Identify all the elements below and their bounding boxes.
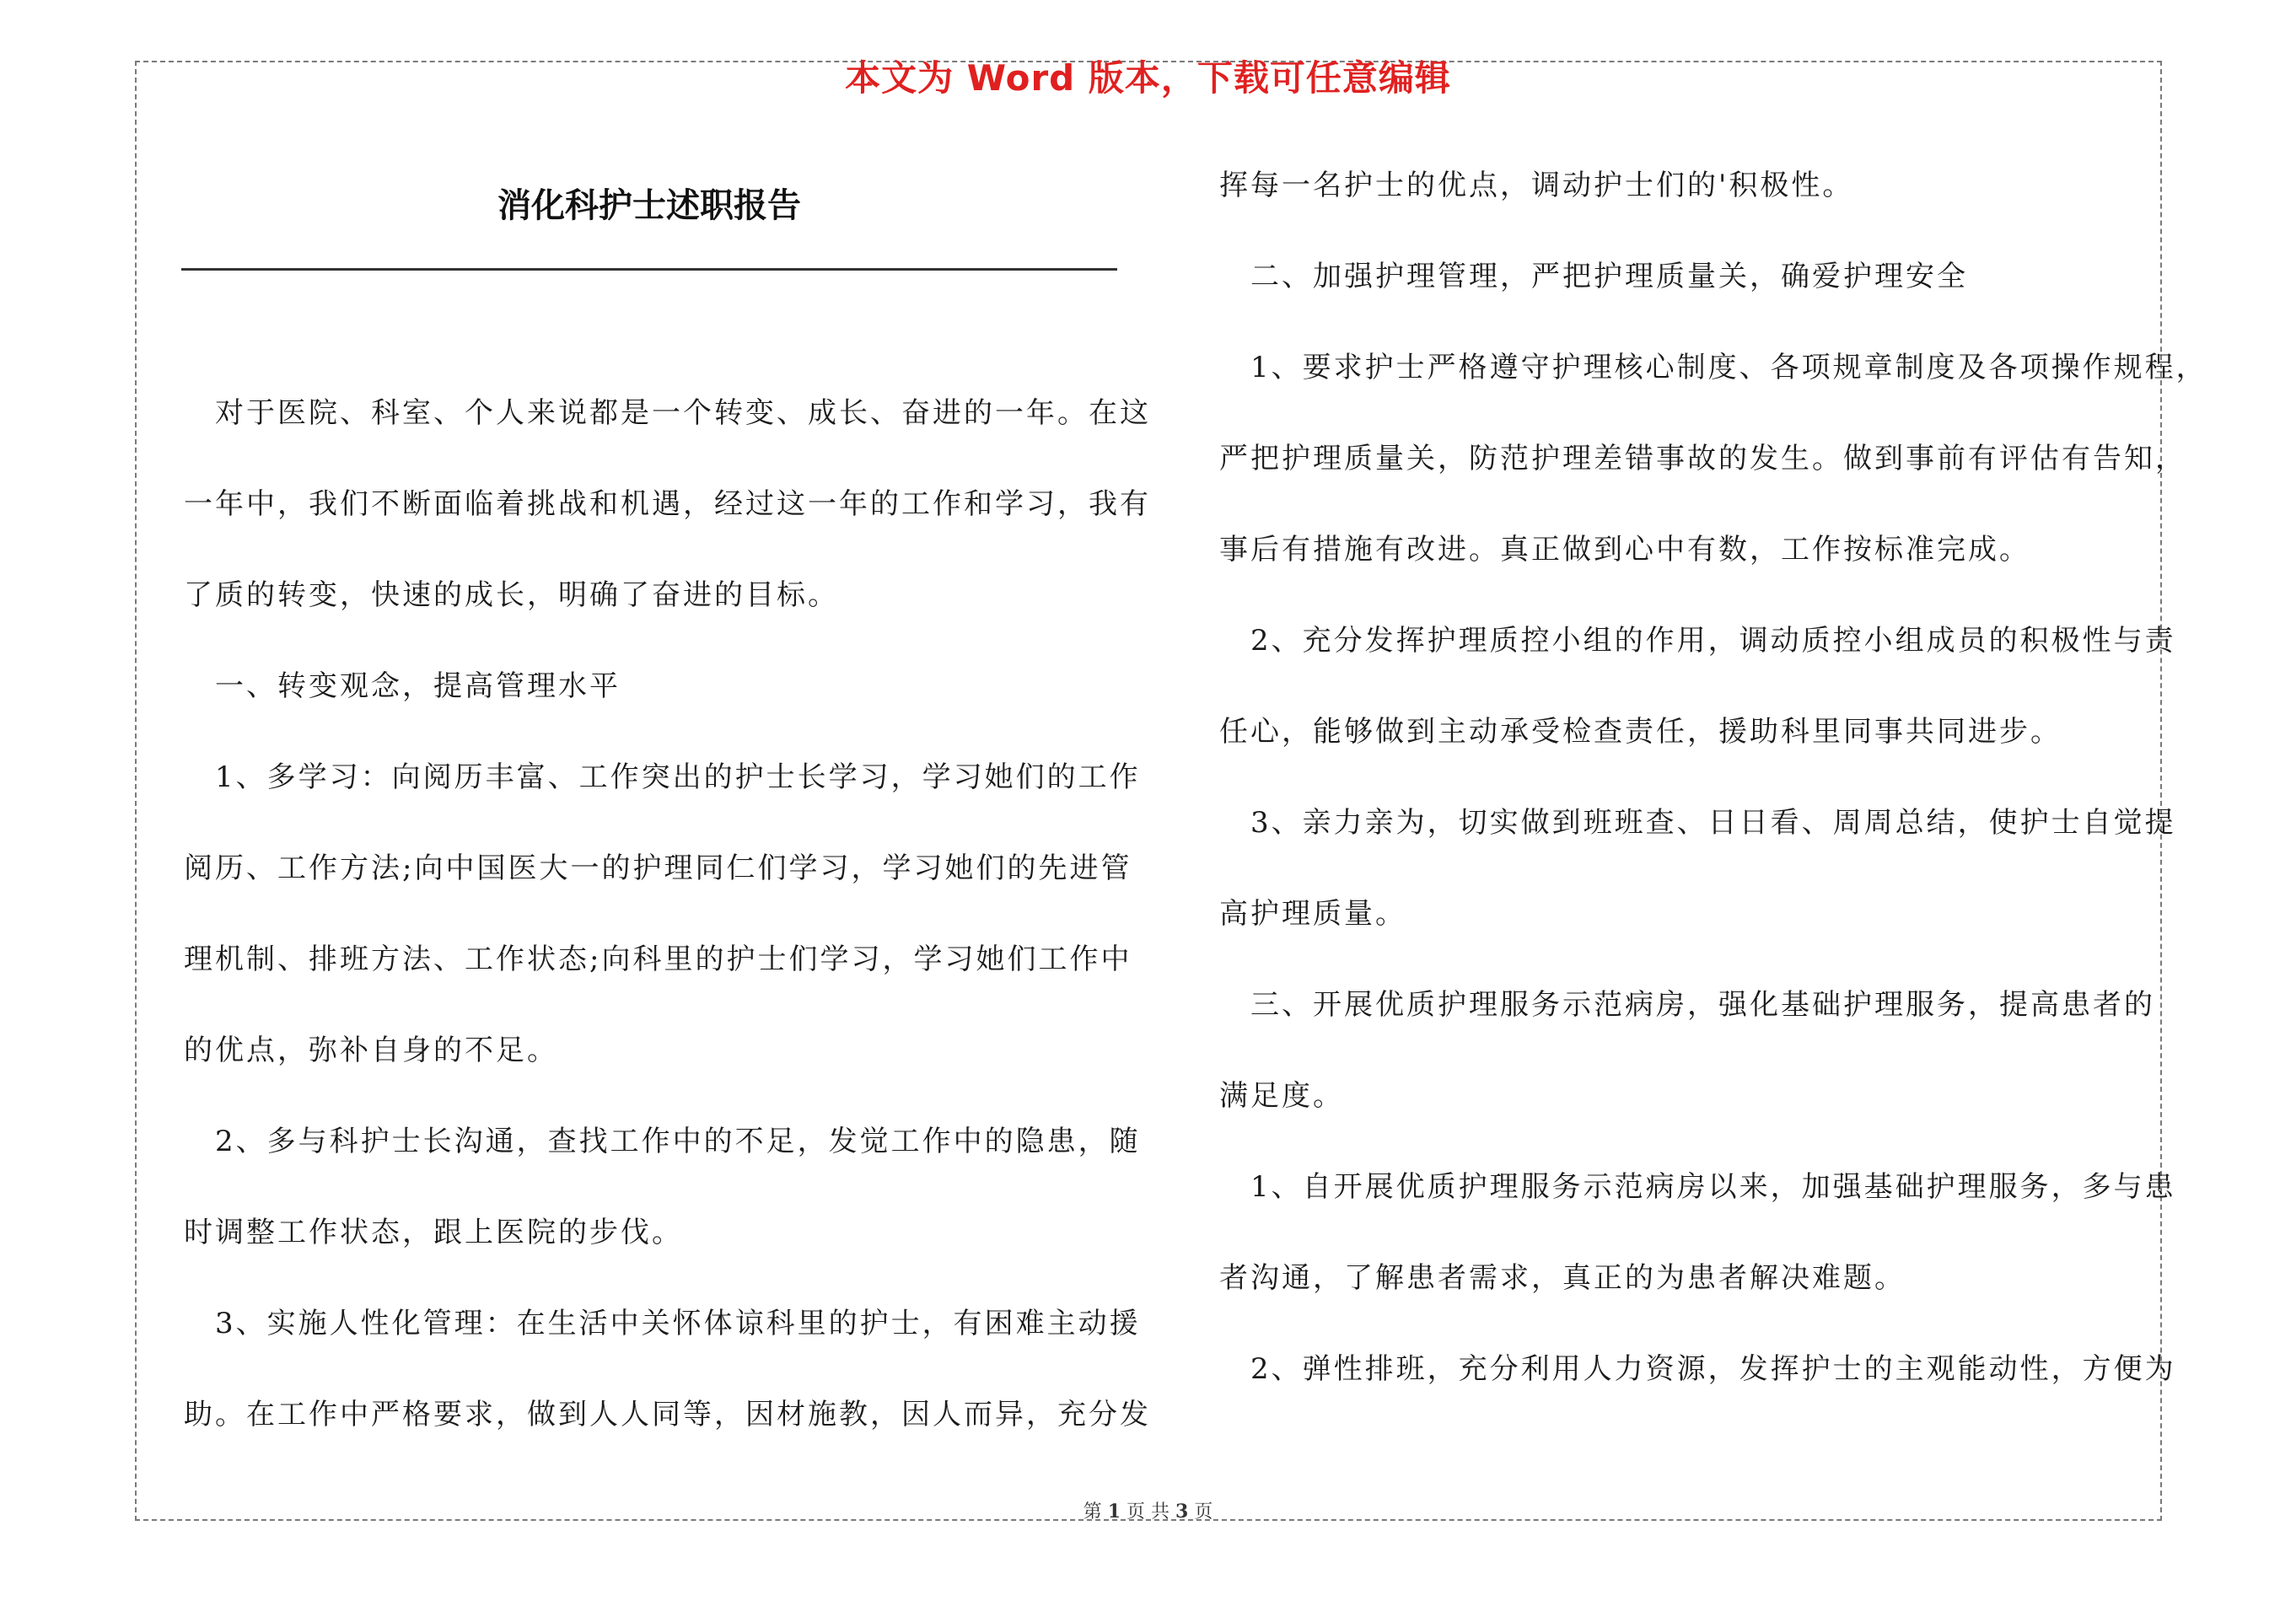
section-heading: 一、转变观念，提高管理水平 <box>184 669 621 703</box>
document-title: 消化科护士述职报告 <box>497 185 801 225</box>
text-line: 任心，能够做到主动承受检查责任，援助科里同事共同进步。 <box>1219 715 2062 749</box>
text-line: 1、多学习：向阅历丰富、工作突出的护士长学习，学习她们的工作 <box>184 760 1141 794</box>
text-line: 者沟通，了解患者需求，真正的为患者解决难题。 <box>1219 1261 1906 1295</box>
text-line: 了质的转变，快速的成长，明确了奋进的目标。 <box>184 578 839 612</box>
text-line: 1、要求护士严格遵守护理核心制度、各项规章制度及各项操作规程， <box>1219 351 2207 384</box>
text-line: 3、亲力亲为，切实做到班班查、日日看、周周总结，使护士自觉提 <box>1219 806 2176 840</box>
total-pages-number: 3 <box>1175 1501 1189 1523</box>
text-line: 的优点，弥补自身的不足。 <box>184 1034 558 1067</box>
text-line: 阅历、工作方法;向中国医大一的护理同仁们学习，学习她们的先进管 <box>184 851 1132 885</box>
text-line: 2、弹性排班，充分利用人力资源，发挥护士的主观能动性，方便为 <box>1219 1352 2176 1386</box>
text-line: 3、实施人性化管理：在生活中关怀体谅科里的护士，有困难主动援 <box>184 1307 1141 1340</box>
text-line: 一年中，我们不断面临着挑战和机遇，经过这一年的工作和学习，我有 <box>184 487 1151 521</box>
footer-middle: 页 共 <box>1126 1501 1170 1523</box>
text-line: 2、多与科护士长沟通，查找工作中的不足，发觉工作中的隐患，随 <box>184 1125 1141 1158</box>
right-text-column <box>1219 140 2207 1415</box>
section-heading: 二、加强护理管理，严把护理质量关，确爱护理安全 <box>1219 260 1968 293</box>
text-line: 严把护理质量关，防范护理差错事故的发生。做到事前有评估有告知， <box>1219 442 2186 475</box>
left-text-column <box>184 368 1151 1460</box>
current-page-number: 1 <box>1107 1501 1121 1523</box>
text-line: 对于医院、科室、个人来说都是一个转变、成长、奋进的一年。在这 <box>184 396 1151 430</box>
text-line: 助。在工作中严格要求，做到人人同等，因材施教，因人而异，充分发 <box>184 1398 1151 1431</box>
footer-prefix: 第 <box>1083 1501 1102 1523</box>
text-line: 2、充分发挥护理质控小组的作用，调动质控小组成员的积极性与责 <box>1219 624 2176 658</box>
text-line: 1、自开展优质护理服务示范病房以来，加强基础护理服务，多与患 <box>1219 1170 2176 1204</box>
text-line: 高护理质量。 <box>1219 897 1406 931</box>
footer-suffix: 页 <box>1194 1501 1213 1523</box>
edit-banner: 本文为 Word 版本，下载可任意编辑 <box>845 57 1451 99</box>
text-line: 时调整工作状态，跟上医院的步伐。 <box>184 1216 683 1249</box>
text-line: 满足度。 <box>1219 1079 1344 1113</box>
text-line: 事后有措施有改进。真正做到心中有数，工作按标准完成。 <box>1219 533 2030 567</box>
text-line: 理机制、排班方法、工作状态;向科里的护士们学习，学习她们工作中 <box>184 943 1132 976</box>
page-footer <box>0 1497 2296 1523</box>
title-divider <box>181 268 1117 271</box>
text-line: 挥每一名护士的优点，调动护士们的'积极性。 <box>1219 169 1854 202</box>
section-heading: 三、开展优质护理服务示范病房，强化基础护理服务，提高患者的 <box>1219 988 2155 1022</box>
